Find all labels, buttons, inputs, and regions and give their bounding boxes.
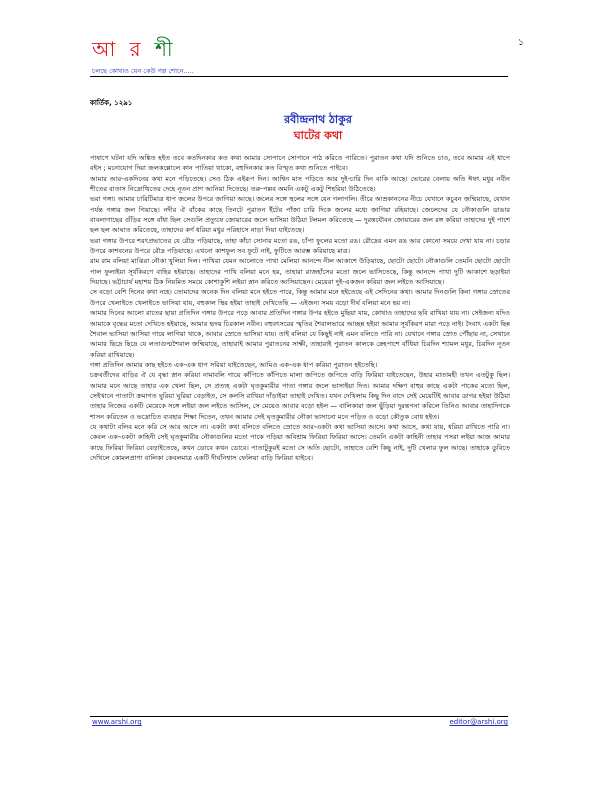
- paragraph: পাষাণে ঘটনা যদি অঙ্কিত হইত তবে কতদিনকার কত কথা আমার সোপানে সোপানে পাঠ করিতে পারিতে। পুরাতন কথা যদি শুনিতে চাও, তবে আমার এই ধাপে বইস ; মনোযোগ দিয়া জলকল্লোলে কান পাতিয়া থাকো, বহুদিনকার কত বিস্মৃত কথা শুনিতে পাইবে।: [90, 154, 510, 173]
- paragraph: আমার দিনের আলো রাতের ছায়া প্রতিদিন গঙ্গার উপরে পড়ে আবার প্রতিদিন গঙ্গার উপর হইতে মুছিয়া যায়, কোথাও তাহাদের ছবি রাখিয়া যায় না। সেইজন্য যদিও আমাকে বৃদ্ধের মতো দেখিতে হইয়াছে, আমার হৃদয় চিরকাল নবীন। বহুবৎসরের স্মৃতির শৈবালভারে আচ্ছন্ন হইয়া আমার সূর্যকিরণ মারা পড়ে নাই। দৈবাৎ একটা ছিন্ন শৈবাল ভাসিয়া আসিয়া গায়ে লাগিয়া থাকে, আবার স্রোতে ভাসিয়া যায়। তাই বলিয়া যে কিছুই নাই এমন বলিতে পারি না। যেখানে গঙ্গার স্রোত পৌঁছায় না, সেখানে আমার ছিদ্রে ছিদ্রে যে লতাগুল্মশৈবাল জন্মিয়াছে, তাহারাই আমার পুরাতনের সাক্ষী, তাহারাই পুরাতন কালকে স্নেহপাশে বাঁধিয়া চিরদিন শ্যামল মধুর, চিরদিন নূতন করিয়া রাখিয়াছে।: [90, 309, 510, 359]
- story-title: ঘাটের কথা: [293, 129, 343, 142]
- paragraph: যে কথাটা বলিব মনে করি সে আর আসে না। একটা কথা বলিতে বলিতে স্রোতে আর-একটা কথা ভাসিয়া আসে। কথা আসে, কথা যায়, ধরিয়া রাখিতে পারি না। কেবল এক-একটা কাহিনী সেই ঘৃতকুমারীর নৌকাগুলির মতো পাকে পড়িয়া অবিশ্রাম ফিরিয়া ফিরিয়া আসে। তেমনি একটা কাহিনী তাহার পসরা লইয়া আজ আমার কাছে ফিরিয়া ফিরিয়া বেড়াইতেছে, কখন ডোবে কখন ডোবে। পাতাটুকুরই মতো সে অতি ছোটো, তাহাতে বেশি কিছু নাই, দুটি খেলার ফুল আছে। তাহাকে ডুবিতে দেখিলে কোমলপ্রাণা বালিকা কেবলমাত্র একটি দীর্ঘনিশ্বাস ফেলিয়া বাড়ি ফিরিয়া যাইবে।: [90, 422, 510, 462]
- logo-text-red: আ র: [92, 37, 145, 61]
- story-body: [90, 153, 510, 463]
- paragraph: ভরা গঙ্গা। আমার চারিটিমাত্র ধাপ জলের উপরে জাগিয়া আছে। জলের সঙ্গে স্থলের সঙ্গে যেন গলাগলি। তীরে আম্রকাননের নীচে যেখানে কচুবন জন্মিয়াছে, যেখান পর্যন্ত গঙ্গার জল গিয়াছে। নদীর ঐ বাঁকের কাছে তিনটে পুরাতন ইঁটের পাঁজা চারি দিকে জলের মধ্যে জাগিয়া রহিয়াছে। জেলেদের যে নৌকাগুলি ডাঙার বাবলাগাছের গুঁড়ির সঙ্গে বাঁধা ছিল সেগুলি প্রত্যুষে জোয়ারের জলে ভাসিয়া উঠিয়া টলমল করিতেছে — দুরন্তযৌবন জোয়ারের জল রঙ্গ করিয়া তাহাদের দুই পাশে ছল ছল আঘাত করিতেছে, তাহাদের কর্ণ ধরিয়া মধুর পরিহাসে নাড়া দিয়া যাইতেছে।: [90, 195, 510, 235]
- paragraph: সে বড়ো বেশি দিনের কথা নহে। তোমাদের অনেক দিন বলিয়া মনে হইতে পারে, কিন্তু আমার মনে হইতেছে এই সেদিনের কথা। আমার দিনগুলি কিনা গঙ্গার স্রোতের উপরে খেলাইতে খেলাইতে ভাসিয়া যায়, বহুকাল স্থির হইয়া তাহাই দেখিতেছি — এইজন্য সময় বড়ো দীর্ঘ বলিয়া মনে হয় না।: [90, 288, 510, 307]
- email-link[interactable]: editor@arshi.org: [449, 718, 508, 726]
- header-divider: [90, 76, 508, 77]
- paragraph: ভরা গঙ্গার উপরে শরৎপ্রভাতের যে রৌদ্র পড়িয়াছে, তাহা কাঁচা সোনার মতো রঙ, চাঁপা ফুলের মতো রঙ। রৌদ্রের এমন রঙ আর কোনো সময়ে দেখা যায় না। চড়ার উপরে কাশবনের উপরে রৌদ্র পড়িয়াছে। এখনো কাশফুল সব ফুটে নাই, ফুটিতে আরম্ভ করিয়াছে মাত্র।: [90, 236, 510, 256]
- paragraph: গঙ্গা প্রতিদিন আমার কাছ হইতে এক-এক ধাপ সরিয়া যাইতেছেন, আমিও এক-এক ধাপ করিয়া পুরাতন হইতেছি।: [90, 360, 378, 369]
- paragraph: রাম রাম বলিয়া মাঝিরা নৌকা খুলিয়া দিল। পাখিরা যেমন আলোতে পাখা মেলিয়া আনন্দে নীল আকাশে উড়িয়াছে, ছোটো ছোটো নৌকাগুলি তেমনি ছোটো ছোটো পাল ফুলাইয়া সূর্যকিরণে বাহির হইয়াছে। তাহাদের পাখি বলিয়া মনে হয়, তাহারা রাজহাঁসের মতো জলে ভাসিতেছে, কিন্তু আনন্দে পাখা দুটি আকাশে ছড়াইয়া দিয়াছে। ভট্টাচার্য মহাশয় ঠিক নিয়মিত সময়ে কোশাকুশি লইয়া স্নান করিতে আসিয়াছেন। মেয়েরা দুই-একজন করিয়া জল লইতে আসিয়াছে।: [90, 257, 510, 287]
- publication-date: কার্তিক, ১২৯১: [90, 99, 133, 107]
- page-header: [0, 0, 612, 90]
- site-tagline: চলছে কোথাও যেন কেউ গল্প শোনে.....: [92, 67, 194, 75]
- footer-divider: [90, 716, 508, 717]
- site-logo[interactable]: [92, 38, 177, 60]
- author-name: রবীন্দ্রনাথ ঠাকুর: [284, 113, 352, 126]
- logo-text-green: শী: [155, 37, 177, 61]
- website-link[interactable]: www.arshi.org: [92, 718, 142, 726]
- paragraph: চক্রবর্তীদের বাড়ির ঐ যে বৃদ্ধা স্নান করিয়া নামাবলি গায়ে কাঁপিতে কাঁপিতে মালা জপিতে জপিতে বাড়ি ফিরিয়া যাইতেছেন, উহার মাতামহী তখন এতটুকু ছিল। আমার মনে আছে তাহার এক খেলা ছিল, সে প্রত্যহ একটা ঘৃতকুমারীর পাতা গঙ্গার জলে ভাসাইয়া দিত। আমার দক্ষিণ বাহুর কাছে একটা পাকের মতো ছিল, সেইখানে পাতাটা ক্রমাগত ঘুরিয়া ঘুরিয়া বেড়াইত, সে কলসি রাখিয়া দাঁড়াইয়া তাহাই দেখিত। যখন দেখিলাম কিছু দিন বাদে সেই মেয়েটিই আবার ডাগর হইয়া উঠিয়া তাহার নিজের একটি মেয়েকে সঙ্গে লইয়া জল লইতে আসিল, সে মেয়েও আবার বড়ো হইল — বালিকারা জল ছুঁড়িয়া দুরন্তপনা করিলে তিনিও আবার তাহাদিগকে শাসন করিতেন ও ভদ্রোচিত ব্যবহার শিক্ষা দিতেন, তখন আমার সেই ঘৃতকুমারীর নৌকা ভাসানো মনে পড়িত ও বড়ো কৌতুক বোধ হইত।: [90, 371, 510, 421]
- page-number: ১: [518, 38, 524, 48]
- paragraph: আমার আর-একদিনের কথা মনে পড়িতেছে। সেও ঠিক এইরূপ দিন। আশ্বিন মাস পড়িতে আর দুই-চারি দিন বাকি আছে। ভোরের বেলায় অতি ঈষৎ মধুর নবীন শীতের বাতাস নিদ্রোত্থিতের দেহে নূতন প্রাণ আনিয়া দিতেছে। তরু-পল্লব অমনি একটু একটু শিহরিয়া উঠিতেছে।: [90, 174, 510, 194]
